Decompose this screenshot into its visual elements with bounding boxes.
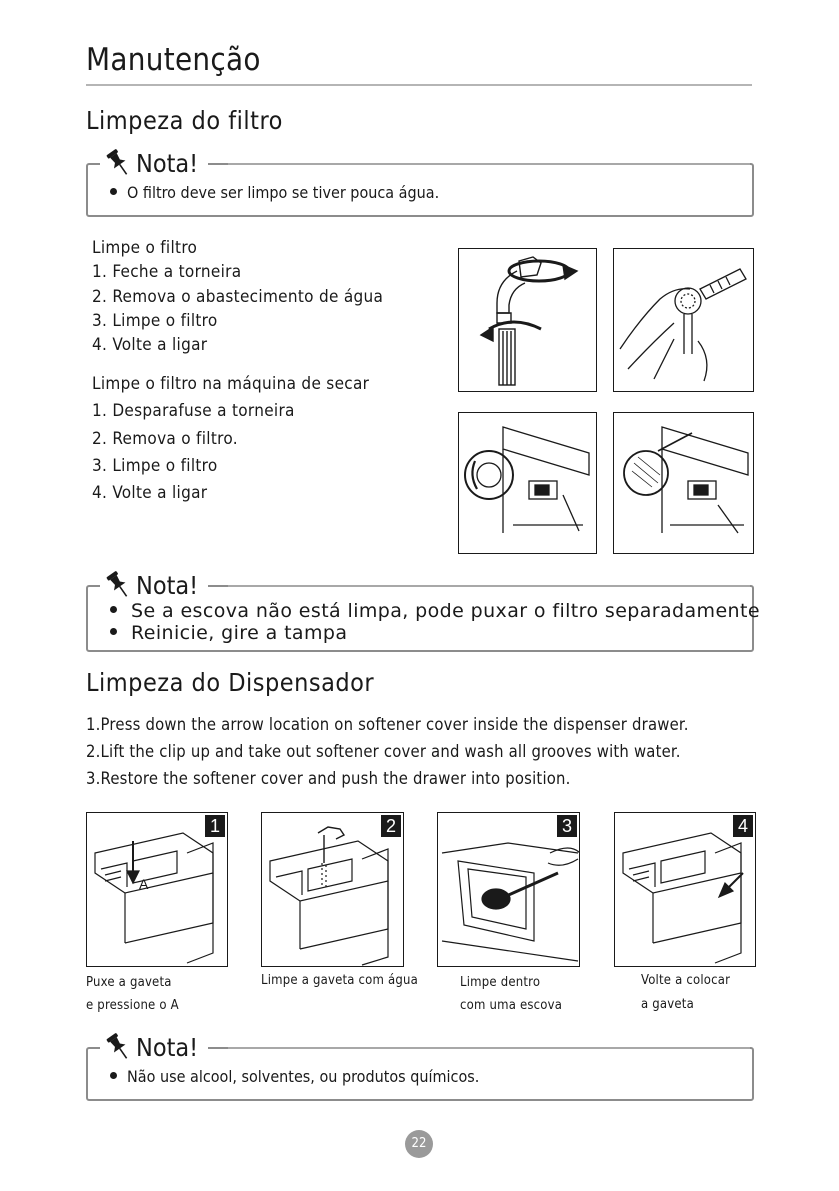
machine-inlet-filter-illustration — [458, 412, 597, 554]
note-header-line — [228, 163, 750, 165]
figure-caption: com uma escova — [460, 998, 563, 1013]
figure-caption: Limpe a gaveta com água — [261, 973, 419, 988]
step-number-badge: 2 — [381, 815, 401, 837]
section-heading-filter: Limpeza do filtro — [86, 106, 283, 135]
step-number-badge: 1 — [205, 815, 225, 837]
machine-inlet-brush-illustration — [613, 412, 754, 554]
drawer-step-3-illustration — [437, 812, 580, 967]
drawer-step-4-illustration — [614, 812, 756, 967]
page-title: Manutenção — [86, 42, 261, 78]
figure-caption: a gaveta — [641, 997, 694, 1012]
step-item: 3. Limpe o filtro — [92, 456, 218, 476]
instruction-line: 3.Restore the softener cover and push the drawer into position. — [86, 769, 571, 788]
drawer-step-1-illustration — [86, 812, 228, 967]
figure-caption: e pressione o A — [86, 998, 179, 1013]
step-item: 2. Remova o filtro. — [92, 429, 238, 449]
step-item: 1. Desparafuse a torneira — [92, 401, 295, 421]
note-header-line — [228, 585, 750, 587]
brush-cleaning-filter-illustration — [613, 248, 754, 392]
pushpin-icon — [106, 1032, 130, 1062]
note-header-1 — [100, 146, 208, 180]
steps-title-filter: Limpe o filtro — [92, 238, 198, 258]
pushpin-icon — [106, 148, 130, 178]
section-heading-dispenser: Limpeza do Dispensador — [86, 668, 375, 697]
instruction-line: 1.Press down the arrow location on softener cover inside the dispenser drawer. — [86, 715, 689, 734]
instruction-line: 2.Lift the clip up and take out softener cover and wash all grooves with water. — [86, 742, 681, 761]
note-label: Nota! — [136, 148, 199, 178]
note-header-3 — [100, 1030, 208, 1064]
note-item: Não use alcool, solventes, ou produtos químicos. — [110, 1067, 479, 1086]
note-label: Nota! — [136, 1032, 199, 1062]
marker-label: A — [139, 876, 149, 892]
step-number-badge: 3 — [557, 815, 577, 837]
step-item: 3. Limpe o filtro — [92, 311, 218, 331]
figure-caption: Puxe a gaveta — [86, 975, 172, 990]
step-item: 4. Volte a ligar — [92, 335, 208, 355]
note-header-line — [228, 1047, 750, 1049]
page-number: 22 — [405, 1130, 433, 1158]
pushpin-icon — [106, 570, 130, 600]
note-label: Nota! — [136, 570, 199, 600]
note-item: O filtro deve ser limpo se tiver pouca água. — [110, 183, 439, 202]
figure-caption: Volte a colocar — [641, 973, 731, 988]
tap-hose-filter-illustration — [458, 248, 597, 392]
step-item: 1. Feche a torneira — [92, 262, 242, 282]
drawer-step-2-illustration — [261, 812, 404, 967]
figure-caption: Limpe dentro — [460, 975, 541, 990]
step-number-badge: 4 — [733, 815, 753, 837]
title-divider — [86, 84, 752, 86]
note-header-2 — [100, 568, 208, 602]
step-item: 2. Remova o abastecimento de água — [92, 287, 384, 307]
step-item: 4. Volte a ligar — [92, 483, 208, 503]
note-item: Reinicie, gire a tampa — [110, 622, 347, 644]
note-item: Se a escova não está limpa, pode puxar o filtro separadamente — [110, 600, 760, 622]
steps-title-dryer: Limpe o filtro na máquina de secar — [92, 374, 370, 394]
